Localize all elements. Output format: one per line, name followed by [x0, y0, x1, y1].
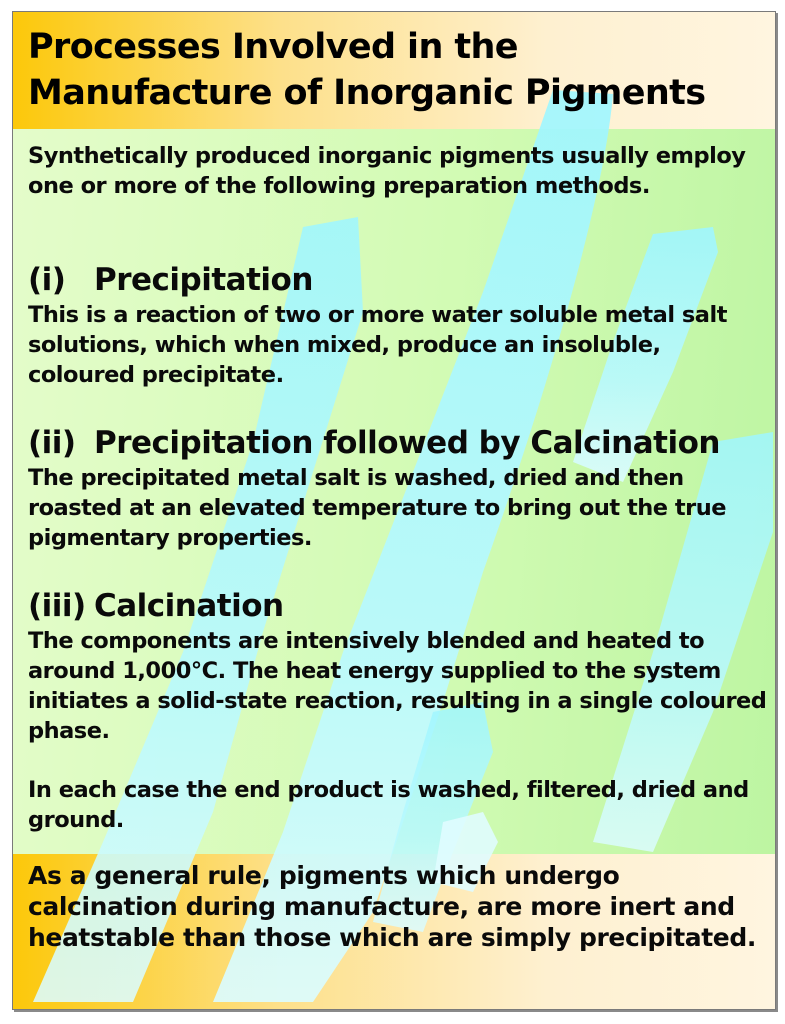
intro-block — [28, 141, 768, 201]
section-title: Precipitation — [94, 262, 313, 298]
section-body: The precipitated metal salt is washed, dried and then roasted at an elevated temperature to bring out the true pigmentary properties. — [28, 465, 726, 551]
poster-content — [13, 12, 775, 1009]
section-precipitation-calcination — [28, 423, 768, 553]
title-line-2: Manufacture of Inorganic Pigments — [28, 73, 706, 113]
poster-frame — [12, 11, 776, 1010]
closing-paragraph: In each case the end product is washed, filtered, dried and ground. — [28, 777, 749, 833]
section-precipitation — [28, 260, 768, 390]
section-title: Precipitation followed by Calcination — [94, 425, 720, 461]
section-heading — [28, 260, 768, 300]
closing-block — [28, 775, 768, 835]
section-heading — [28, 586, 768, 626]
footer-note: As a general rule, pigments which undergo calcination during manufacture, are more inert and heatstable than those which are simply precipitated. — [28, 861, 756, 952]
title-line-1: Processes Involved in the — [28, 27, 518, 67]
section-title: Calcination — [94, 588, 284, 624]
page-title — [28, 24, 706, 116]
section-number: (i) — [28, 262, 66, 298]
section-calcination — [28, 586, 768, 746]
section-number: (ii) — [28, 425, 76, 461]
section-number: (iii) — [28, 588, 86, 624]
section-body: The components are intensively blended and heated to around 1,000°C. The heat energy supplied to the system initiates a solid-state reaction, resulting in a single coloured phase. — [28, 628, 767, 744]
intro-paragraph: Synthetically produced inorganic pigments usually employ one or more of the following preparation methods. — [28, 143, 746, 199]
section-body: This is a reaction of two or more water soluble metal salt solutions, which when mixed, produce an insoluble, coloured precipitate. — [28, 302, 727, 388]
section-heading — [28, 423, 768, 463]
